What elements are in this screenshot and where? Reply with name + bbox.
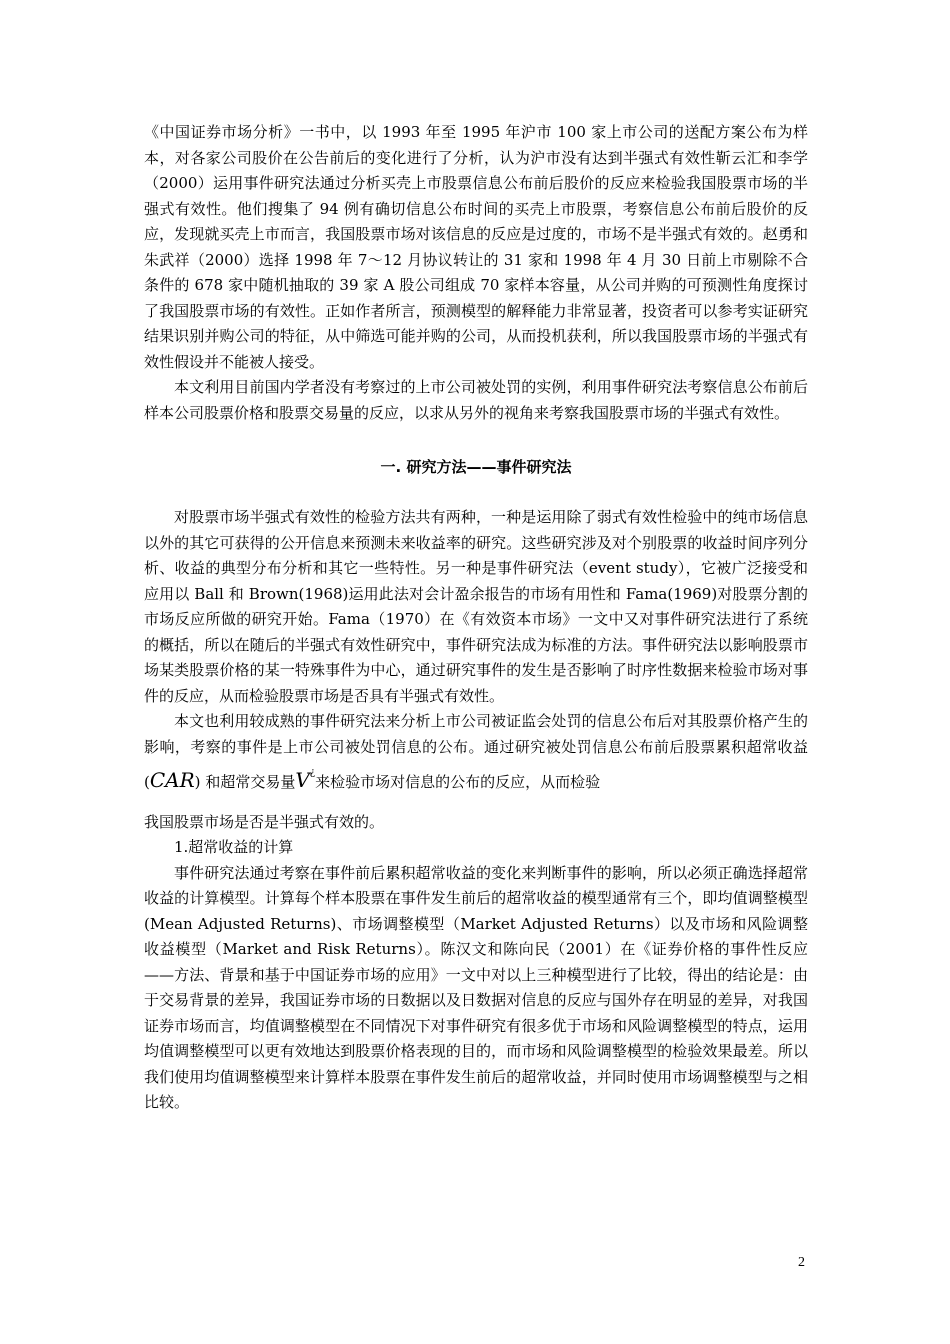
paragraph-method-overview: 对股票市场半强式有效性的检验方法共有两种，一种是运用除了弱式有效性检验中的纯市场信息以外的其它可获得的公开信息来预测未来收益率的研究。这些研究涉及对个别股票的收益时间序列分析、收益的典型分布分析和其它一些特性。另一种是事件研究法（event study），它被广泛接受和应用以 Ball 和 Brown(1968)运用此法对会计盈余报告的市场有用性和 Fama(1969)对股票分割的市场反应所做的研究开始。Fama（1970）在《有效资本市场》一文中又对事件研究法进行了系统的概括，所以在随后的半强式有效性研究中，事件研究法成为标准的方法。事件研究法以影响股票市场某类股票价格的某一特殊事件为中心，通过研究事件的发生是否影响了时序性数据来检验市场对事件的反应，从而检验股票市场是否具有半强式有效性。	[144, 508, 808, 705]
paragraph-study-purpose: 本文利用目前国内学者没有考察过的上市公司被处罚的实例，利用事件研究法考察信息公布前后样本公司股票价格和股票交易量的反应，以求从另外的视角来考察我国股票市场的半强式有效性。	[144, 378, 808, 422]
subsection-heading: 1.超常收益的计算	[174, 838, 294, 856]
text-segment: 和超常交易量	[205, 773, 296, 791]
math-car: CAR	[149, 768, 195, 792]
math-v: V	[295, 768, 310, 792]
paragraph-literature-review: 《中国证券市场分析》一书中，以 1993 年至 1995 年沪市 100 家上市公司的送配方案公布为样本，对各家公司股价在公告前后的变化进行了分析，认为沪市没有达到半强式有效性靳云汇和李学（2000）运用事件研究法通过分析买壳上市股票信息公布前后股价的反应来检验我国股票市场的半强式有效性。他们搜集了 94 例有确切信息公布时间的买壳上市股票，考察信息公布前后股价的反应，发现就买壳上市而言，我国股票市场对该信息的反应是过度的，市场不是半强式有效的。赵勇和朱武祥（2000）选择 1998 年 7～12 月协议转让的 31 家和 1998 年 4 月 30 日前上市剔除不合条件的 678 家中随机抽取的 39 家 A 股公司组成 70 家样本容量，从公司并购的可预测性角度探讨了我国股票市场的有效性。正如作者所言，预测模型的解释能力非常显著，投资者可以参考实证研究结果识别并购公司的特征，从中筛选可能并购的公司，从而投机获利，所以我国股票市场的半强式有效性假设并不能被人接受。	[144, 123, 808, 371]
paragraph-continuation: 我国股票市场是否是半强式有效的。	[144, 812, 385, 831]
text-segment: 来检验市场对信息的公布的反应，从而检验	[315, 773, 601, 791]
math-paren-open: (	[144, 773, 150, 791]
text-segment: 本文也利用较成熟的事件研究法来分析上市公司被证监会处罚的信息公布后对其股票价格产生的影响，考察的事件是上市公司被处罚信息的公布。通过研究被处罚信息公布前后股票累积超常收益	[144, 712, 808, 756]
page-number: 2	[798, 1255, 805, 1270]
document-body	[144, 120, 808, 1116]
paragraph-abnormal-return-models: 事件研究法通过考察在事件前后累积超常收益的变化来判断事件的影响，所以必须正确选择超常收益的计算模型。计算每个样本股票在事件发生前后的超常收益的模型通常有三个，即均值调整模型(Mean Adjusted Returns)、市场调整模型（Market Adjusted Returns）以及市场和风险调整收益模型（Market and Risk Returns）。陈汉文和陈向民（2001）在《证券价格的事件性反应——方法、背景和基于中国证券市场的应用》一文中对以上三种模型进行了比较，得出的结论是：由于交易背景的差异，我国证券市场的日数据以及日数据对信息的反应与国外存在明显的差异，对我国证券市场而言，均值调整模型在不同情况下对事件研究有很多优于市场和风险调整模型的特点，运用均值调整模型可以更有效地达到股票价格表现的目的，而市场和风险调整模型的检验效果最差。所以我们使用均值调整模型来计算样本股票在事件发生前后的超常收益，并同时使用市场调整模型与之相比较。	[144, 863, 808, 1111]
section-heading: 一. 研究方法——事件研究法	[380, 458, 572, 476]
math-paren-close: )	[194, 773, 201, 791]
paragraph-event-study-application	[144, 709, 808, 796]
math-v-superscript: ¿	[309, 767, 316, 778]
